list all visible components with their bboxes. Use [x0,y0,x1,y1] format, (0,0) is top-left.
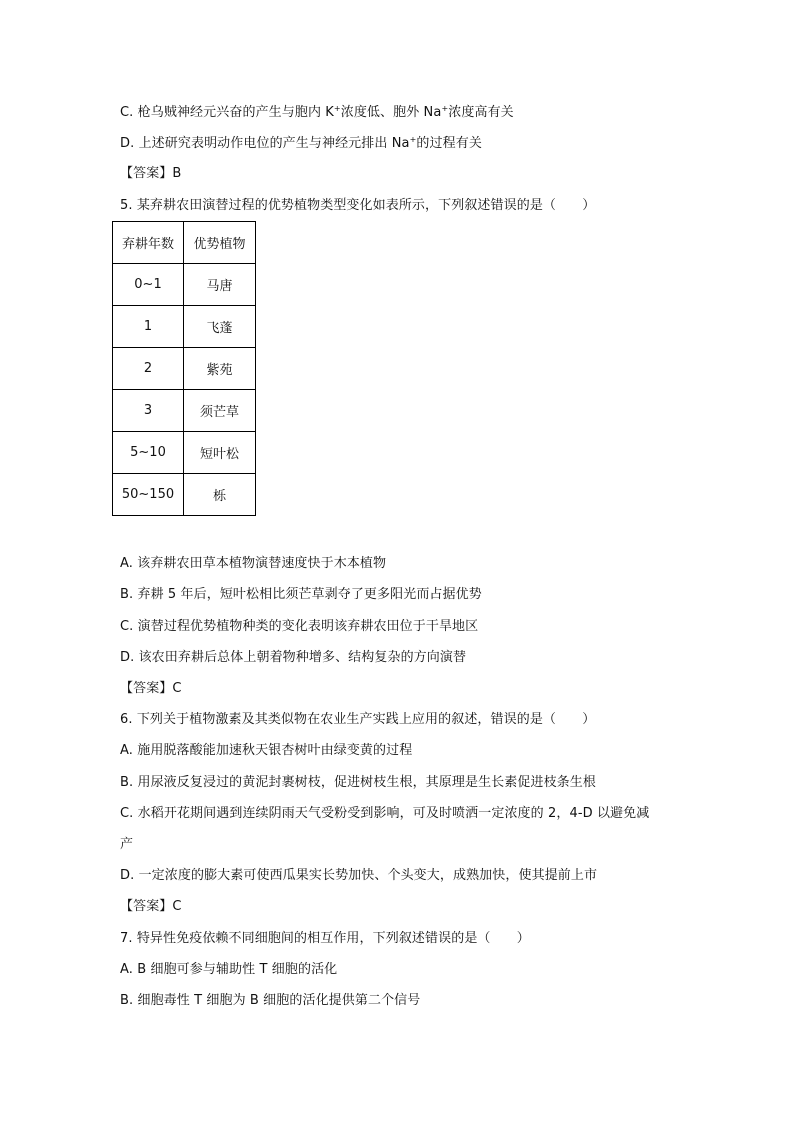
table-cell-years: 50~150 [113,474,184,516]
q4-option-d [120,136,482,152]
table-header-cell: 弃耕年数 [113,222,184,264]
table-cell-plant: 飞蓬 [184,306,256,348]
table-cell-years: 2 [113,348,184,390]
q4-option-c-pre: C. 枪乌贼神经元兴奋的产生与胞内 K [120,105,334,120]
q4-option-c-post: 浓度高有关 [448,105,514,120]
q6-answer: 【答案】C [120,899,182,914]
table-cell-plant: 栎 [184,474,256,516]
table-row [113,432,256,474]
succession-table [112,221,256,516]
table-header-cell: 优势植物 [184,222,256,264]
table-cell-years: 0~1 [113,264,184,306]
table-cell-years: 1 [113,306,184,348]
q5-option-d: D. 该农田弃耕后总体上朝着物种增多、结构复杂的方向演替 [120,650,467,665]
table-row [113,390,256,432]
table-cell-plant: 须芒草 [184,390,256,432]
q4-answer: 【答案】B [120,166,182,181]
table-header-row [113,222,256,264]
q6-stem: 6. 下列关于植物激素及其类似物在农业生产实践上应用的叙述，错误的是（ ） [120,712,596,727]
q5-stem: 5. 某弃耕农田演替过程的优势植物类型变化如表所示，下列叙述错误的是（ ） [120,198,596,213]
q5-option-b: B. 弃耕 5 年后，短叶松相比须芒草剥夺了更多阳光而占据优势 [120,587,482,602]
q5-option-a: A. 该弃耕农田草本植物演替速度快于木本植物 [120,556,387,571]
q4-option-d-pre: D. 上述研究表明动作电位的产生与神经元排出 Na [120,136,410,151]
q7-stem: 7. 特异性免疫依赖不同细胞间的相互作用，下列叙述错误的是（ ） [120,931,530,946]
q6-option-a: A. 施用脱落酸能加速秋天银杏树叶由绿变黄的过程 [120,743,413,758]
q5-option-c: C. 演替过程优势植物种类的变化表明该弃耕农田位于干旱地区 [120,619,479,634]
q6-option-d: D. 一定浓度的膨大素可使西瓜果实长势加快、个头变大，成熟加快，使其提前上市 [120,868,598,883]
q4-option-c-mid: 浓度低、胞外 Na [340,105,442,120]
q6-option-c-line1: C. 水稻开花期间遇到连续阴雨天气受粉受到影响，可及时喷洒一定浓度的 2，4-D 以避免减 [120,806,650,821]
table-row [113,348,256,390]
q4-option-c [120,105,514,121]
q5-answer: 【答案】C [120,681,182,696]
table-cell-years: 5~10 [113,432,184,474]
q6-option-b: B. 用尿液反复浸过的黄泥封裹树枝，促进树枝生根，其原理是生长素促进枝条生根 [120,775,596,790]
q6-option-c-line2: 产 [120,837,134,852]
na-plus-sup: + [441,104,449,113]
table-cell-years: 3 [113,390,184,432]
table-cell-plant: 马唐 [184,264,256,306]
table-cell-plant: 短叶松 [184,432,256,474]
na-plus-sup: + [409,135,417,144]
q4-option-d-post: 的过程有关 [416,136,482,151]
table-cell-plant: 紫苑 [184,348,256,390]
q7-option-b: B. 细胞毒性 T 细胞为 B 细胞的活化提供第二个信号 [120,993,421,1008]
table-row [113,474,256,516]
table-row [113,264,256,306]
k-plus-sup: + [333,104,341,113]
q7-option-a: A. B 细胞可参与辅助性 T 细胞的活化 [120,962,338,977]
table-row [113,306,256,348]
